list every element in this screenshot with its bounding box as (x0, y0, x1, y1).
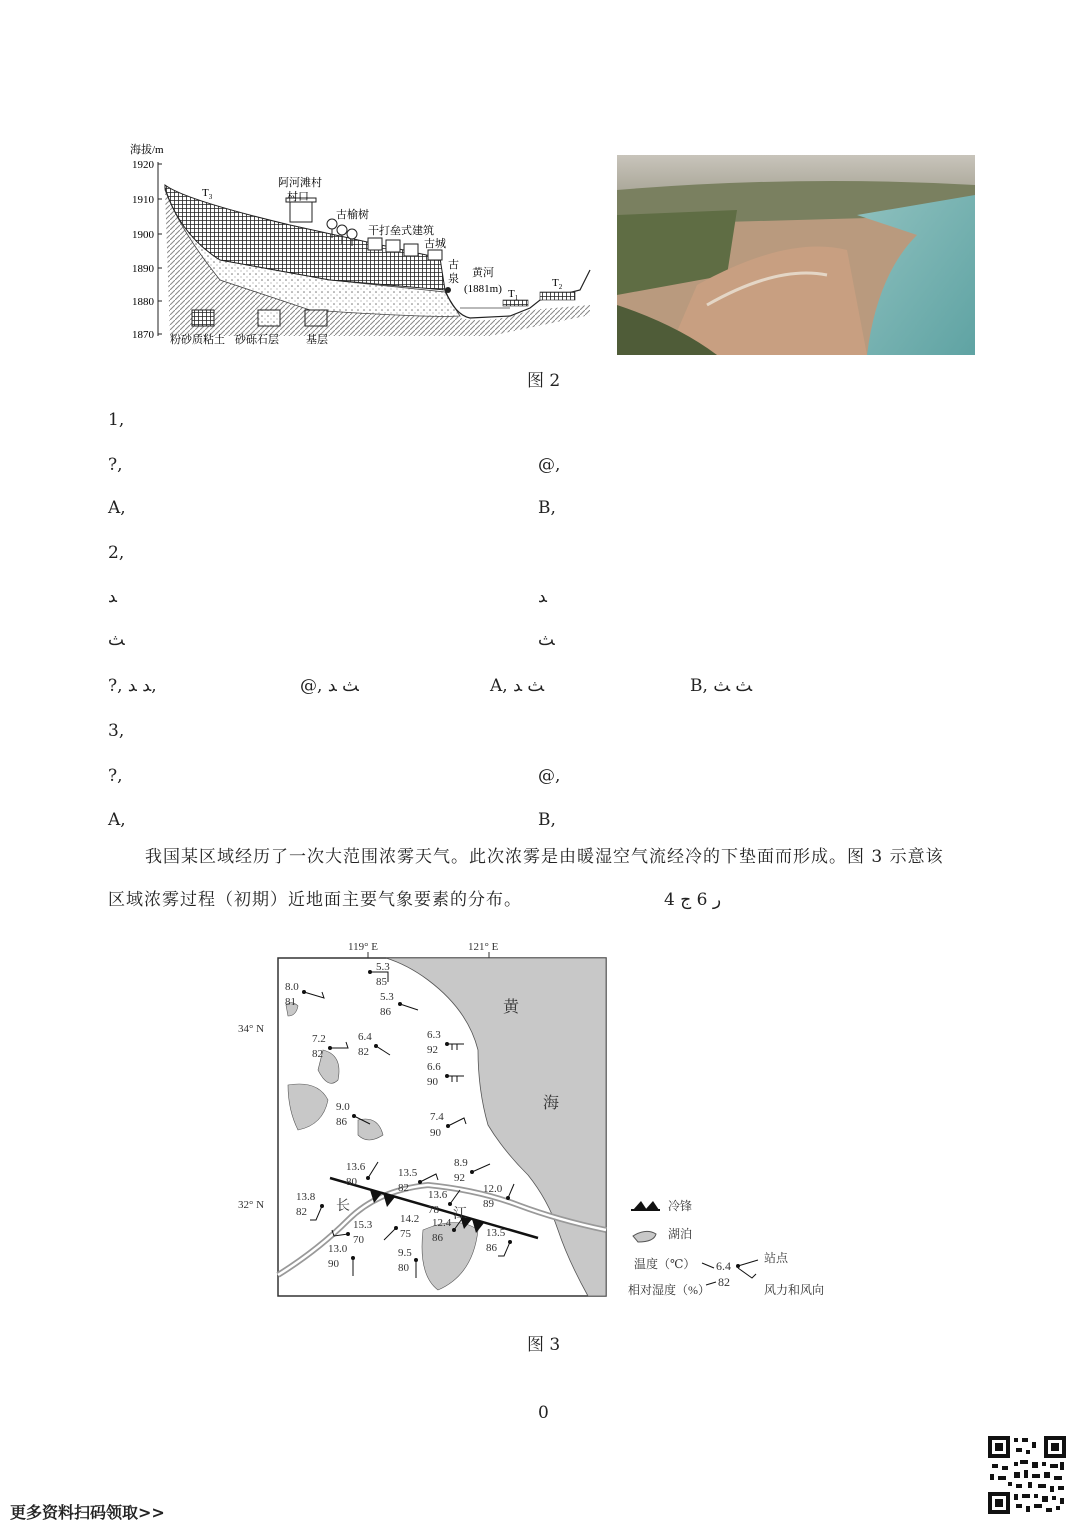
lon-label-121: 121° E (468, 941, 499, 953)
legend-lake: 湖泊 (668, 1227, 693, 1241)
svg-text:90: 90 (328, 1258, 339, 1270)
qr-code[interactable] (988, 1436, 1066, 1514)
sea-label-2: 海 (543, 1095, 560, 1112)
village-mouth-label: 村口 (287, 191, 309, 203)
t1-label: T (508, 288, 515, 300)
t3-label: T (202, 187, 209, 199)
legend-temp: 温度（℃） (634, 1257, 696, 1271)
svg-text:T3 (202, 187, 213, 201)
river-elev-label: (1881m) (464, 283, 502, 295)
figure-3-caption: 图 3 (527, 1335, 561, 1355)
q2-option-b: @, ﺚ ﺪ (300, 676, 359, 696)
t3-sub: 3 (208, 193, 213, 201)
question-1-number: 1, (108, 410, 125, 430)
svg-text:5.3: 5.3 (380, 991, 394, 1003)
river-label-2: 江 (453, 1207, 467, 1222)
legend-station: 站点 (764, 1251, 789, 1265)
svg-text:T1 (508, 288, 519, 302)
lat-label-34: 34° N (238, 1023, 265, 1035)
footer-link[interactable]: 更多资料扫码领取>> (10, 1503, 165, 1522)
svg-text:13.6: 13.6 (428, 1189, 448, 1201)
rammed-label: 干打垒式建筑 (368, 225, 434, 237)
paragraph-line-1: 我国某区域经历了一次大范围浓雾天气。此次浓雾是由暖湿空气流经冷的下垫面而形成。图 3 示意该 (145, 847, 944, 867)
q1-option-d: B, (538, 498, 556, 518)
svg-text:5.3: 5.3 (376, 961, 390, 973)
q1-option-a: ?, (108, 455, 123, 475)
t2-sub: 2 (558, 283, 563, 291)
aerial-photo (617, 155, 975, 355)
svg-text:82: 82 (358, 1046, 369, 1058)
river-label: 黄河 (472, 267, 494, 279)
svg-text:13.8: 13.8 (296, 1191, 316, 1203)
svg-text:86: 86 (432, 1232, 443, 1244)
y-tick: 1910 (132, 194, 154, 206)
legend-humidity: 相对湿度（%） (628, 1283, 710, 1297)
paragraph-tail: 4 ﺭ 6 ﺝ (664, 890, 722, 910)
q3-option-d: B, (538, 810, 556, 830)
y-tick: 1900 (132, 229, 154, 241)
svg-text:85: 85 (376, 976, 387, 988)
cross-section-diagram (110, 140, 600, 360)
svg-text:82: 82 (312, 1048, 323, 1060)
spring-label-1: 古 (448, 259, 459, 271)
svg-text:13.5: 13.5 (486, 1227, 506, 1239)
t1-sub: 1 (514, 294, 519, 302)
svg-text:8.9: 8.9 (454, 1157, 468, 1169)
svg-text:82: 82 (398, 1182, 409, 1194)
svg-text:13.5: 13.5 (398, 1167, 418, 1179)
svg-text:6.4: 6.4 (358, 1031, 372, 1043)
question-2-number: 2, (108, 543, 125, 563)
legend-sample-temp: 6.4 (716, 1259, 731, 1273)
svg-text:92: 92 (427, 1044, 438, 1056)
t2-label: T (552, 277, 559, 289)
q2-item-2: ﺪ (538, 587, 547, 607)
svg-text:9.5: 9.5 (398, 1247, 412, 1259)
svg-text:12.0: 12.0 (483, 1183, 503, 1195)
svg-text:86: 86 (380, 1006, 391, 1018)
y-tick: 1880 (132, 296, 154, 308)
svg-text:9.0: 9.0 (336, 1101, 350, 1113)
legend-wind: 风力和风向 (764, 1283, 825, 1297)
q2-item-1: ﺪ (108, 587, 117, 607)
y-tick: 1890 (132, 263, 154, 275)
y-axis-label: 海拔/m (130, 144, 164, 156)
paragraph-line-2: 区域浓雾过程（初期）近地面主要气象要素的分布。 (108, 890, 522, 910)
page-number: 0 (538, 1403, 549, 1423)
q1-option-b: @, (538, 455, 561, 475)
ancient-city-label: 古城 (424, 238, 446, 250)
q2-option-d: B, ﺚ ﺚ (690, 676, 753, 696)
figure-2-caption: 图 2 (527, 371, 561, 391)
q3-option-b: @, (538, 766, 561, 786)
svg-text:86: 86 (486, 1242, 497, 1254)
lon-label-119: 119° E (348, 941, 378, 953)
q1-option-c: A, (108, 498, 126, 518)
svg-text:13.6: 13.6 (346, 1161, 366, 1173)
svg-text:7.4: 7.4 (430, 1111, 444, 1123)
svg-text:90: 90 (430, 1127, 441, 1139)
lat-label-32: 32° N (238, 1199, 265, 1211)
svg-text:90: 90 (427, 1076, 438, 1088)
legend-cold-front: 冷锋 (668, 1199, 693, 1213)
elm-label: 古榆树 (336, 209, 369, 221)
q3-option-a: ?, (108, 766, 123, 786)
svg-text:82: 82 (296, 1206, 307, 1218)
svg-text:92: 92 (454, 1172, 465, 1184)
q2-item-3: ﺚ (108, 630, 125, 650)
svg-text:78: 78 (428, 1204, 439, 1216)
svg-text:89: 89 (483, 1198, 494, 1210)
weather-map (228, 930, 848, 1305)
svg-text:15.3: 15.3 (353, 1219, 373, 1231)
y-tick: 1920 (132, 159, 154, 171)
y-tick: 1870 (132, 329, 154, 341)
svg-text:12.4: 12.4 (432, 1217, 452, 1229)
svg-text:75: 75 (400, 1228, 411, 1240)
svg-text:80: 80 (398, 1262, 409, 1274)
q2-option-a: ?, ﺪ ﺪ, (108, 676, 157, 696)
svg-text:6.3: 6.3 (427, 1029, 441, 1041)
q2-item-4: ﺚ (538, 630, 555, 650)
svg-text:14.2: 14.2 (400, 1213, 420, 1225)
legend-clay-swatch (192, 310, 214, 326)
question-3-number: 3, (108, 721, 125, 741)
village-label: 阿河滩村 (278, 177, 322, 189)
legend-sample-humidity: 82 (718, 1275, 730, 1289)
legend-clay: 粉砂质粘土 (170, 334, 225, 346)
svg-text:13.0: 13.0 (328, 1243, 348, 1255)
legend-base-swatch (305, 310, 327, 326)
sea-label-1: 黄 (503, 999, 520, 1016)
legend-gravel-swatch (258, 310, 280, 326)
svg-text:7.2: 7.2 (312, 1033, 326, 1045)
spring-label-2: 泉 (448, 273, 459, 285)
q2-option-c: A, ﺚ ﺪ (490, 676, 545, 696)
svg-text:T2 (552, 277, 563, 291)
svg-text:70: 70 (353, 1234, 364, 1246)
q3-option-c: A, (108, 810, 126, 830)
svg-text:86: 86 (336, 1116, 347, 1128)
svg-text:81: 81 (285, 996, 296, 1008)
svg-text:8.0: 8.0 (285, 981, 299, 993)
svg-text:80: 80 (346, 1176, 357, 1188)
river-label-1: 长 (336, 1199, 350, 1214)
svg-text:6.6: 6.6 (427, 1061, 441, 1073)
legend-base: 基层 (306, 334, 328, 346)
legend-gravel: 砂砾石层 (235, 334, 279, 346)
